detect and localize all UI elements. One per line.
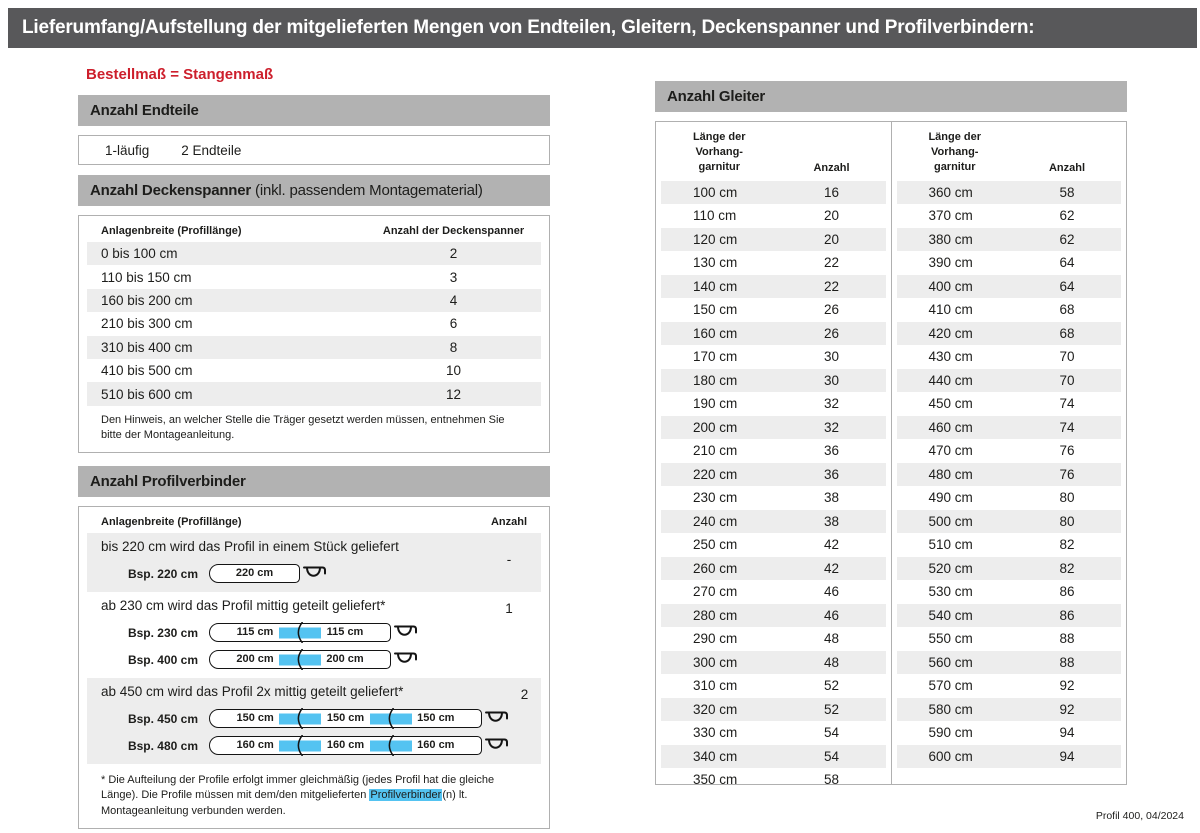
- profilverbinder-row: [87, 678, 541, 764]
- count-value: 46: [823, 584, 840, 600]
- count-value: 46: [823, 607, 840, 623]
- segment-length-label: 150 cm: [417, 712, 455, 725]
- count-value: 20: [823, 208, 840, 224]
- example-label: Bsp. 400 cm: [127, 652, 198, 667]
- length-value: 430 cm: [928, 349, 973, 365]
- count-value: 88: [1059, 654, 1075, 670]
- deckenspanner-row: [87, 312, 541, 335]
- end-piece-icon: [394, 623, 417, 643]
- count-value: 26: [823, 325, 840, 341]
- rule-text: bis 220 cm wird das Profil in einem Stück geliefert: [101, 538, 399, 554]
- gleiter-row: [661, 533, 886, 557]
- gleiter-row: [897, 392, 1122, 416]
- gleiter-row: [897, 721, 1122, 745]
- gleiter-row: [897, 345, 1122, 369]
- length-value: 490 cm: [928, 490, 973, 506]
- deckenspanner-row: [87, 289, 541, 312]
- gleiter-row: [897, 627, 1122, 651]
- gleiter-row: [661, 557, 886, 581]
- count-value: 54: [823, 725, 840, 741]
- range-label: 0 bis 100 cm: [101, 246, 178, 262]
- gleiter-row: [897, 369, 1122, 393]
- profile-example: [87, 650, 477, 670]
- count-value: 70: [1059, 349, 1075, 365]
- gleiter-row: [661, 486, 886, 510]
- count-value: 68: [1059, 325, 1075, 341]
- end-piece-icon: [485, 736, 508, 756]
- gleiter-row: [897, 298, 1122, 322]
- count-value: 70: [1059, 372, 1075, 388]
- deckenspanner-note: Den Hinweis, an welcher Stelle die Träger gesetzt werden müssen, entnehmen Sie bitte der Montageanleitung.: [101, 413, 505, 442]
- length-value: 210 cm: [693, 443, 738, 459]
- length-value: 170 cm: [693, 349, 738, 365]
- rule-block: [87, 536, 477, 584]
- rule-block: [87, 595, 477, 670]
- count-value: 94: [1059, 725, 1075, 741]
- deckenspanner-table-header: [87, 221, 541, 242]
- length-value: 510 cm: [928, 537, 973, 553]
- deckenspanner-row: [87, 382, 541, 405]
- length-value: 470 cm: [928, 443, 973, 459]
- profilverbinder-connector-icon: [370, 740, 412, 751]
- profilverbinder-table: [78, 506, 550, 830]
- deckenspanner-row: [87, 359, 541, 382]
- end-piece-icon: [303, 564, 326, 584]
- length-value: 500 cm: [928, 513, 973, 529]
- count-value: 94: [1059, 748, 1075, 764]
- length-value: 370 cm: [928, 208, 973, 224]
- count-value: 68: [1059, 302, 1075, 318]
- gleiter-row: [897, 275, 1122, 299]
- length-value: 310 cm: [693, 678, 738, 694]
- length-value: 290 cm: [693, 631, 738, 647]
- length-value: 190 cm: [693, 396, 738, 412]
- end-piece-icon: [394, 650, 417, 670]
- length-value: 410 cm: [928, 302, 973, 318]
- gleiter-row: [897, 204, 1122, 228]
- footnote-text: (n) lt. Montageanleitung verbunden werden.: [101, 789, 468, 818]
- gleiter-table-left: [656, 122, 891, 788]
- section-header-bold: Anzahl Deckenspanner: [90, 182, 252, 199]
- length-value: 240 cm: [693, 513, 738, 529]
- profile-example: [87, 623, 477, 643]
- count-value: 86: [1059, 607, 1075, 623]
- deckenspanner-row: [87, 336, 541, 359]
- length-value: 480 cm: [928, 466, 973, 482]
- section-header-deckenspanner: [78, 175, 550, 206]
- gleiter-row: [661, 204, 886, 228]
- gleiter-row: [661, 627, 886, 651]
- deckenspanner-rows: [87, 242, 541, 406]
- gleiter-row: [661, 745, 886, 769]
- length-value: 230 cm: [693, 490, 738, 506]
- count-value: 26: [823, 302, 840, 318]
- length-value: 440 cm: [928, 372, 973, 388]
- count-value: 76: [1059, 466, 1075, 482]
- count-value: 80: [1059, 513, 1075, 529]
- gleiter-row: [897, 651, 1122, 675]
- length-value: 570 cm: [928, 678, 973, 694]
- range-label: 510 bis 600 cm: [101, 386, 193, 402]
- count-value: 58: [823, 772, 840, 788]
- count-value: 3: [449, 269, 458, 285]
- count-value: 30: [823, 372, 840, 388]
- length-value: 270 cm: [693, 584, 738, 600]
- profilverbinder-rows: [87, 533, 541, 764]
- profilverbinder-connector-icon: [279, 627, 321, 638]
- count-value: 6: [449, 316, 458, 332]
- length-value: 400 cm: [928, 278, 973, 294]
- range-label: 410 bis 500 cm: [101, 363, 193, 379]
- count-value: 82: [1059, 537, 1075, 553]
- count-value: 32: [823, 419, 840, 435]
- gleiter-row: [661, 674, 886, 698]
- profilverbinder-connector-icon: [370, 713, 412, 724]
- count-value: 42: [823, 560, 840, 576]
- footnote-text: * Die Aufteilung der Profile erfolgt immer gleichmäßig (jedes Profil hat die gleiche Länge). Die Profile müssen mit dem/den mitgelieferten: [101, 773, 495, 802]
- count-value: 20: [823, 231, 840, 247]
- gleiter-row: [897, 604, 1122, 628]
- document-version-label: Profil 400, 04/2024: [1095, 810, 1184, 822]
- count-value: 92: [1059, 678, 1075, 694]
- gleiter-table: [655, 121, 1127, 788]
- right-column: [655, 81, 1127, 788]
- count-value: 2: [520, 686, 529, 702]
- length-value: 560 cm: [928, 654, 973, 670]
- column-header-laenge: Länge der Vorhang- garnitur: [692, 131, 746, 173]
- gleiter-row: [897, 486, 1122, 510]
- gleiter-row: [661, 721, 886, 745]
- length-value: 390 cm: [928, 255, 973, 271]
- gleiter-rows-left: [661, 181, 886, 792]
- gleiter-row: [897, 698, 1122, 722]
- gleiter-row: [661, 181, 886, 205]
- footnote-highlight: Profilverbinder: [370, 789, 442, 802]
- gleiter-row: [897, 533, 1122, 557]
- count-value: 1: [505, 600, 513, 616]
- length-value: 300 cm: [693, 654, 738, 670]
- gleiter-row: [661, 228, 886, 252]
- gleiter-row: [897, 439, 1122, 463]
- segment-length-label: 160 cm: [236, 739, 274, 752]
- gleiter-row: [661, 651, 886, 675]
- gleiter-row: [661, 604, 886, 628]
- example-label: Bsp. 480 cm: [127, 738, 198, 753]
- gleiter-row: [661, 322, 886, 346]
- length-value: 590 cm: [928, 725, 973, 741]
- length-value: 330 cm: [693, 725, 738, 741]
- gleiter-row: [897, 228, 1122, 252]
- gleiter-row: [661, 416, 886, 440]
- gleiter-row: [661, 768, 886, 792]
- count-value: 52: [823, 678, 840, 694]
- range-label: 210 bis 300 cm: [101, 316, 193, 332]
- column-header-anzahl: Anzahl der Deckenspanner: [382, 225, 525, 237]
- segment-length-label: 115 cm: [326, 626, 364, 639]
- count-value: 86: [1059, 584, 1075, 600]
- length-value: 110 cm: [693, 208, 737, 224]
- example-label: Bsp. 220 cm: [127, 566, 198, 581]
- count-value: 58: [1059, 184, 1075, 200]
- count-value: 38: [823, 490, 840, 506]
- count-value: 22: [823, 278, 840, 294]
- gleiter-table-right: [891, 122, 1127, 784]
- count-value: 74: [1059, 396, 1075, 412]
- count-value: 74: [1059, 419, 1075, 435]
- profilverbinder-row: [87, 592, 541, 678]
- count-value: 62: [1059, 208, 1075, 224]
- segment-length-label: 115 cm: [236, 626, 274, 639]
- deckenspanner-table: [78, 215, 550, 453]
- length-value: 200 cm: [693, 419, 738, 435]
- profilverbinder-row: [87, 533, 541, 592]
- count-value: -: [506, 552, 512, 568]
- length-value: 150 cm: [693, 302, 738, 318]
- count-value: 42: [823, 537, 840, 553]
- gleiter-row: [661, 298, 886, 322]
- rule-text: ab 230 cm wird das Profil mittig geteilt geliefert*: [101, 597, 386, 613]
- count-value: 80: [1059, 490, 1075, 506]
- length-value: 530 cm: [928, 584, 973, 600]
- column-header-anlagenbreite: Anlagenbreite (Profillänge): [101, 515, 242, 528]
- segment-length-label: 200 cm: [326, 653, 364, 666]
- count-value: 88: [1059, 631, 1075, 647]
- section-header-gleiter: Anzahl Gleiter: [655, 81, 1127, 112]
- length-value: 580 cm: [928, 701, 973, 717]
- count-value: 4: [449, 292, 458, 308]
- length-value: 130 cm: [693, 255, 738, 271]
- count-value: 30: [823, 349, 840, 365]
- count-value: 36: [823, 443, 840, 459]
- gleiter-row: [661, 369, 886, 393]
- column-header-laenge: Länge der Vorhang- garnitur: [928, 131, 982, 173]
- count-value: 16: [823, 184, 840, 200]
- profile-rod-diagram: [209, 736, 482, 755]
- endteile-type: 1-läufig: [105, 142, 150, 158]
- length-value: 180 cm: [693, 372, 738, 388]
- endteile-table: [78, 135, 550, 165]
- length-value: 420 cm: [928, 325, 973, 341]
- column-header-anzahl: Anzahl: [813, 161, 850, 174]
- gleiter-row: [897, 322, 1122, 346]
- length-value: 120 cm: [693, 231, 738, 247]
- count-value: 82: [1059, 560, 1075, 576]
- length-value: 340 cm: [693, 748, 738, 764]
- example-label: Bsp. 230 cm: [127, 625, 198, 640]
- length-value: 360 cm: [928, 184, 973, 200]
- profilverbinder-connector-icon: [279, 740, 321, 751]
- count-value: 2: [449, 246, 458, 262]
- count-value: 12: [445, 386, 462, 402]
- range-label: 110 bis 150 cm: [101, 269, 192, 285]
- count-value: 76: [1059, 443, 1075, 459]
- column-header-anlagenbreite: Anlagenbreite (Profillänge): [101, 225, 242, 237]
- gleiter-row: [897, 251, 1122, 275]
- length-value: 100 cm: [693, 184, 738, 200]
- deckenspanner-row: [87, 242, 541, 265]
- gleiter-row: [897, 416, 1122, 440]
- count-value: 92: [1059, 701, 1075, 717]
- length-value: 550 cm: [928, 631, 973, 647]
- length-value: 140 cm: [693, 278, 738, 294]
- gleiter-row: [661, 275, 886, 299]
- gleiter-table-header: [661, 122, 886, 181]
- count-value: 54: [823, 748, 840, 764]
- length-value: 380 cm: [928, 231, 973, 247]
- profilverbinder-connector-icon: [279, 654, 321, 665]
- gleiter-row: [661, 251, 886, 275]
- profile-example: [87, 709, 508, 729]
- profilverbinder-footnote: [87, 764, 541, 823]
- example-label: Bsp. 450 cm: [127, 711, 198, 726]
- count-value: 62: [1059, 231, 1075, 247]
- column-header-anzahl: Anzahl: [1048, 161, 1086, 174]
- gleiter-row: [897, 463, 1122, 487]
- length-value: 280 cm: [693, 607, 738, 623]
- profile-rod-diagram: [209, 709, 482, 728]
- gleiter-row: [661, 510, 886, 534]
- segment-length-label: 220 cm: [235, 567, 274, 580]
- profilverbinder-connector-icon: [279, 713, 321, 724]
- page-title: Lieferumfang/Aufstellung der mitgelieferten Mengen von Endteilen, Gleitern, Deckenspanner und Profilverbindern:: [8, 8, 1197, 48]
- count-value: 48: [823, 654, 840, 670]
- gleiter-row: [661, 392, 886, 416]
- range-label: 160 bis 200 cm: [101, 292, 193, 308]
- count-value: 36: [823, 466, 840, 482]
- length-value: 450 cm: [928, 396, 973, 412]
- length-value: 350 cm: [693, 772, 738, 788]
- count-value: 38: [823, 513, 840, 529]
- segment-length-label: 150 cm: [326, 712, 365, 725]
- length-value: 460 cm: [928, 419, 973, 435]
- segment-length-label: 200 cm: [236, 653, 274, 666]
- profile-example: [87, 564, 477, 584]
- length-value: 520 cm: [928, 560, 973, 576]
- count-value: 48: [823, 631, 840, 647]
- section-header-profilverbinder: Anzahl Profilverbinder: [78, 466, 550, 497]
- count-value: 22: [823, 255, 840, 271]
- count-value: 32: [823, 396, 840, 412]
- rule-block: [87, 681, 508, 756]
- gleiter-row: [897, 557, 1122, 581]
- end-piece-icon: [485, 709, 508, 729]
- count-value: 10: [445, 363, 462, 379]
- gleiter-row: [897, 674, 1122, 698]
- length-value: 220 cm: [693, 466, 738, 482]
- profile-example: [87, 736, 508, 756]
- count-value: 8: [449, 339, 458, 355]
- column-header-anzahl: Anzahl: [490, 515, 528, 528]
- profile-rod-diagram: [209, 564, 300, 583]
- length-value: 600 cm: [928, 748, 973, 764]
- segment-length-label: 160 cm: [326, 739, 365, 752]
- section-header-suffix: (inkl. passendem Montagematerial): [251, 182, 483, 199]
- gleiter-row: [661, 463, 886, 487]
- gleiter-row: [661, 345, 886, 369]
- gleiter-row: [897, 745, 1122, 769]
- length-value: 250 cm: [693, 537, 738, 553]
- length-value: 260 cm: [693, 560, 738, 576]
- section-header-endteile: Anzahl Endteile: [78, 95, 550, 126]
- gleiter-rows-right: [897, 181, 1122, 769]
- gleiter-row: [661, 698, 886, 722]
- deckenspanner-row: [87, 265, 541, 288]
- order-measure-note: Bestellmaß = Stangenmaß: [86, 66, 274, 83]
- gleiter-row: [897, 510, 1122, 534]
- segment-length-label: 150 cm: [236, 712, 274, 725]
- rule-text: ab 450 cm wird das Profil 2x mittig geteilt geliefert*: [101, 683, 404, 699]
- range-label: 310 bis 400 cm: [101, 339, 193, 355]
- gleiter-row: [661, 580, 886, 604]
- count-value: 64: [1059, 278, 1075, 294]
- count-value: 64: [1059, 255, 1075, 271]
- length-value: 320 cm: [693, 701, 738, 717]
- segment-length-label: 160 cm: [417, 739, 455, 752]
- profilverbinder-table-header: [87, 512, 541, 533]
- profile-rod-diagram: [209, 650, 391, 669]
- gleiter-table-header: [897, 122, 1122, 181]
- length-value: 160 cm: [693, 325, 738, 341]
- endteile-value: 2 Endteile: [181, 142, 242, 158]
- gleiter-row: [897, 181, 1122, 205]
- length-value: 540 cm: [928, 607, 973, 623]
- profile-rod-diagram: [209, 623, 391, 642]
- left-column: [78, 60, 550, 829]
- gleiter-row: [661, 439, 886, 463]
- count-value: 52: [823, 701, 840, 717]
- gleiter-row: [897, 580, 1122, 604]
